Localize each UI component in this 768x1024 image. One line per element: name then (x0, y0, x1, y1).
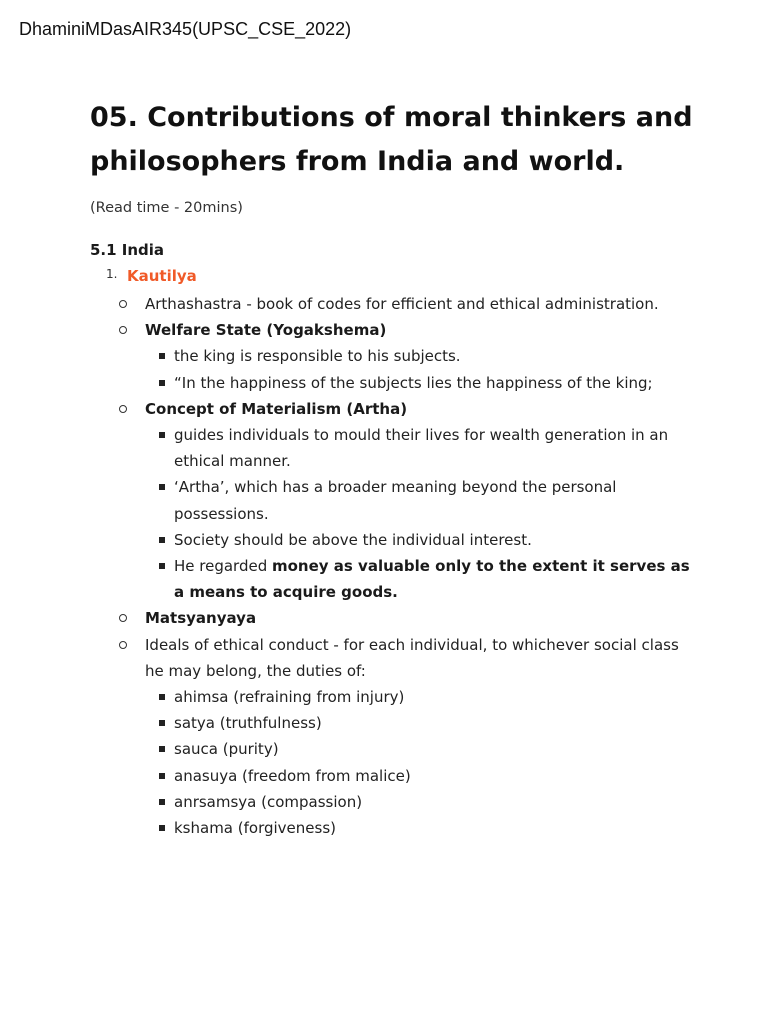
subpoint-text: satya (truthfulness) (174, 714, 322, 733)
title-line-1: 05. Contributions of moral thinkers and (90, 102, 693, 133)
point-heading: Welfare State (Yogakshema) (145, 321, 387, 340)
point-ideals (116, 632, 700, 842)
subpoint-text: “In the happiness of the subjects lies the happiness of the king; (174, 373, 653, 392)
welfare-subpoints (145, 343, 700, 395)
circle-bullet-icon (119, 405, 127, 413)
circle-bullet-icon (119, 300, 127, 308)
subpoint-text: the king is responsible to his subjects. (174, 347, 461, 366)
subpoint-text: anrsamsya (compassion) (174, 792, 363, 811)
square-bullet-icon (159, 746, 165, 752)
list-item-kautilya (90, 265, 700, 841)
square-bullet-icon (159, 484, 165, 490)
point-heading: Concept of Materialism (Artha) (145, 399, 408, 418)
subpoint-text: sauca (purity) (174, 740, 279, 759)
thinker-name: Kautilya (127, 267, 197, 285)
list-item (145, 789, 700, 815)
title-line-2: philosophers from India and world. (90, 146, 625, 177)
subpoint-text: Society should be above the individual interest. (174, 530, 532, 549)
watermark-text: DhaminiMDasAIR345(UPSC_CSE_2022) (19, 19, 352, 39)
list-item (145, 553, 700, 605)
list-item (145, 527, 700, 553)
square-bullet-icon (159, 432, 165, 438)
regarded-prefix: He regarded (174, 557, 272, 576)
read-time: (Read time - 20mins) (90, 200, 243, 216)
list-item (145, 763, 700, 789)
square-bullet-icon (159, 825, 165, 831)
list-item (145, 343, 700, 369)
square-bullet-icon (159, 799, 165, 805)
square-bullet-icon (159, 537, 165, 543)
square-bullet-icon (159, 694, 165, 700)
circle-bullet-icon (119, 326, 127, 334)
point-welfare-state (116, 317, 700, 396)
thinkers-list (90, 265, 700, 841)
list-item (145, 736, 700, 762)
square-bullet-icon (159, 563, 165, 569)
list-number: 1. (106, 267, 118, 281)
point-text: Ideals of ethical conduct - for each individual, to whichever social class he may belong, the duties of: (145, 635, 679, 680)
list-item (145, 815, 700, 841)
kautilya-points (127, 291, 700, 841)
point-heading: Matsyanyaya (145, 609, 257, 628)
point-materialism (116, 396, 700, 606)
circle-bullet-icon (119, 641, 127, 649)
list-item (145, 684, 700, 710)
point-matsyanyaya (116, 605, 700, 631)
point-arthashastra (116, 291, 700, 317)
subpoint-text: kshama (forgiveness) (174, 819, 336, 838)
materialism-subpoints (145, 422, 700, 605)
square-bullet-icon (159, 720, 165, 726)
square-bullet-icon (159, 380, 165, 386)
square-bullet-icon (159, 773, 165, 779)
subpoint-text: guides individuals to mould their lives for wealth generation in an ethical manner. (174, 426, 669, 471)
point-text: Arthashastra - book of codes for efficient and ethical administration. (145, 295, 659, 313)
regarded-bold-text: money as valuable only to the extent it serves as a means to acquire goods. (174, 557, 690, 602)
list-item (145, 422, 700, 474)
document-content (90, 96, 700, 841)
list-item (145, 710, 700, 736)
ideals-subpoints (145, 684, 700, 841)
circle-bullet-icon (119, 614, 127, 622)
section-heading: 5.1 India (90, 241, 165, 259)
square-bullet-icon (159, 353, 165, 359)
subpoint-text: ahimsa (refraining from injury) (174, 688, 405, 707)
list-item (145, 370, 700, 396)
subpoint-text: ‘Artha’, which has a broader meaning beyond the personal possessions. (174, 478, 617, 523)
subpoint-text: anasuya (freedom from malice) (174, 766, 411, 785)
subpoint-text (174, 553, 700, 605)
list-item (145, 474, 700, 526)
page-title (90, 96, 700, 184)
